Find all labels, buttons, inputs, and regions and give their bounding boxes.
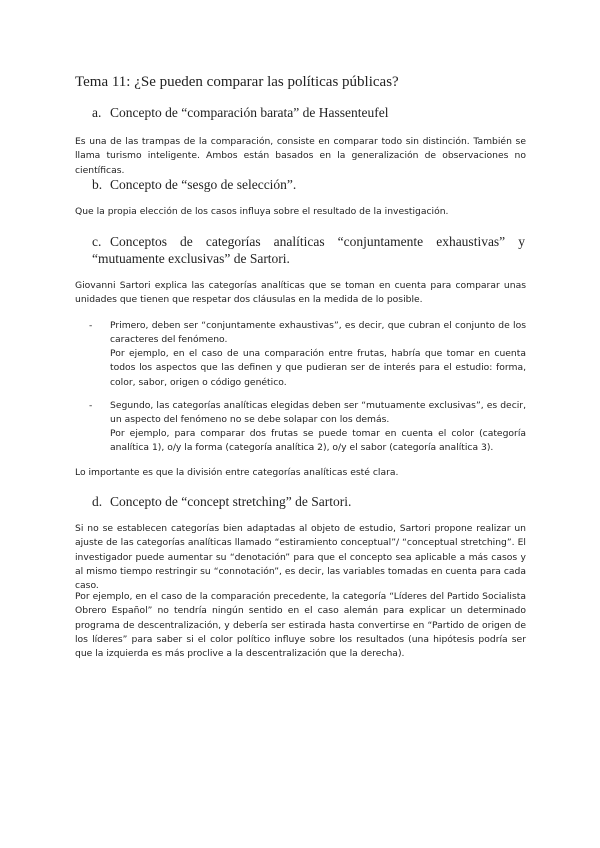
bullet-1-text: Primero, deben ser “conjuntamente exhaustivas”, es decir, que cubran el conjunto de los caracteres del fenómeno.	[110, 320, 526, 346]
bullet-1-dash: -	[89, 320, 93, 331]
section-d-title: Concepto de “concept stretching” de Sartori.	[110, 494, 352, 509]
section-b-heading	[92, 177, 296, 193]
section-d-paragraph-2: Por ejemplo, en el caso de la comparación precedente, la categoría “Líderes del Partido Socialista Obrero Español” no tendría ningún sentido en el caso alemán para explicar un determinado programa de descentralización, y debería ser estirada hasta convertirse en “Partido de origen de los líderes” para saber si el color político influye sobre los resultados (una hipótesis podría ser que la izquierda es más proclive a la descentralización que la derecha).	[75, 591, 526, 660]
section-a-paragraph: Es una de las trampas de la comparación, consiste en comparar todo sin distinción. También se llama turismo inteligente. Ambos están basados en la generalización de observaciones no científicas.	[75, 136, 526, 176]
section-c-paragraph: Giovanni Sartori explica las categorías analíticas que se toman en cuenta para comparar unas unidades que tienen que respetar dos cláusulas en la medida de lo posible.	[75, 280, 526, 306]
section-a-title: Concepto de “comparación barata” de Hassenteufel	[110, 105, 389, 120]
section-b-marker: b.	[92, 177, 103, 192]
section-d-marker: d.	[92, 494, 103, 509]
section-c-heading	[92, 233, 525, 267]
section-a-heading	[92, 105, 389, 121]
section-c-marker: c.	[92, 234, 102, 249]
section-c-title: Conceptos de categorías analíticas “conjuntamente exhaustivas” y “mutuamente exclusivas” de Sartori.	[92, 234, 525, 266]
section-a-marker: a.	[92, 105, 102, 120]
bullet-2-example: Por ejemplo, para comparar dos frutas se puede tomar en cuenta el color (categoría analítica 1), o/y la forma (categoría analítica 2), o/y el sabor (categoría analítica 3).	[110, 428, 526, 454]
bullet-1-example: Por ejemplo, en el caso de una comparación entre frutas, habría que tomar en cuenta todos los aspectos que las definen y que pudieran ser de interés para el estudio: forma, color, sabor, origen o código genético.	[110, 348, 526, 388]
section-d-paragraph: Si no se establecen categorías bien adaptadas al objeto de estudio, Sartori propone realizar un ajuste de las categorías analíticas llamado “estiramiento conceptual”/ “conceptual stretching”. El investigador puede aumentar su “denotación” para que el concepto sea aplicable a más casos y al mismo tiempo restringir su “connotación”, es decir, las variables tomadas en cuenta para cada caso.	[75, 523, 526, 592]
section-b-paragraph: Que la propia elección de los casos influya sobre el resultado de la investigación.	[75, 206, 449, 217]
bullet-2-dash: -	[89, 400, 93, 411]
section-d-heading	[92, 494, 351, 510]
section-c-closing: Lo importante es que la división entre categorías analíticas esté clara.	[75, 467, 399, 478]
document-title: Tema 11: ¿Se pueden comparar las políticas públicas?	[75, 74, 399, 90]
section-b-title: Concepto de “sesgo de selección”.	[110, 177, 297, 192]
bullet-2-text: Segundo, las categorías analíticas elegidas deben ser “mutuamente exclusivas”, es decir, un aspecto del fenómeno no se debe solapar con los demás.	[110, 400, 526, 426]
